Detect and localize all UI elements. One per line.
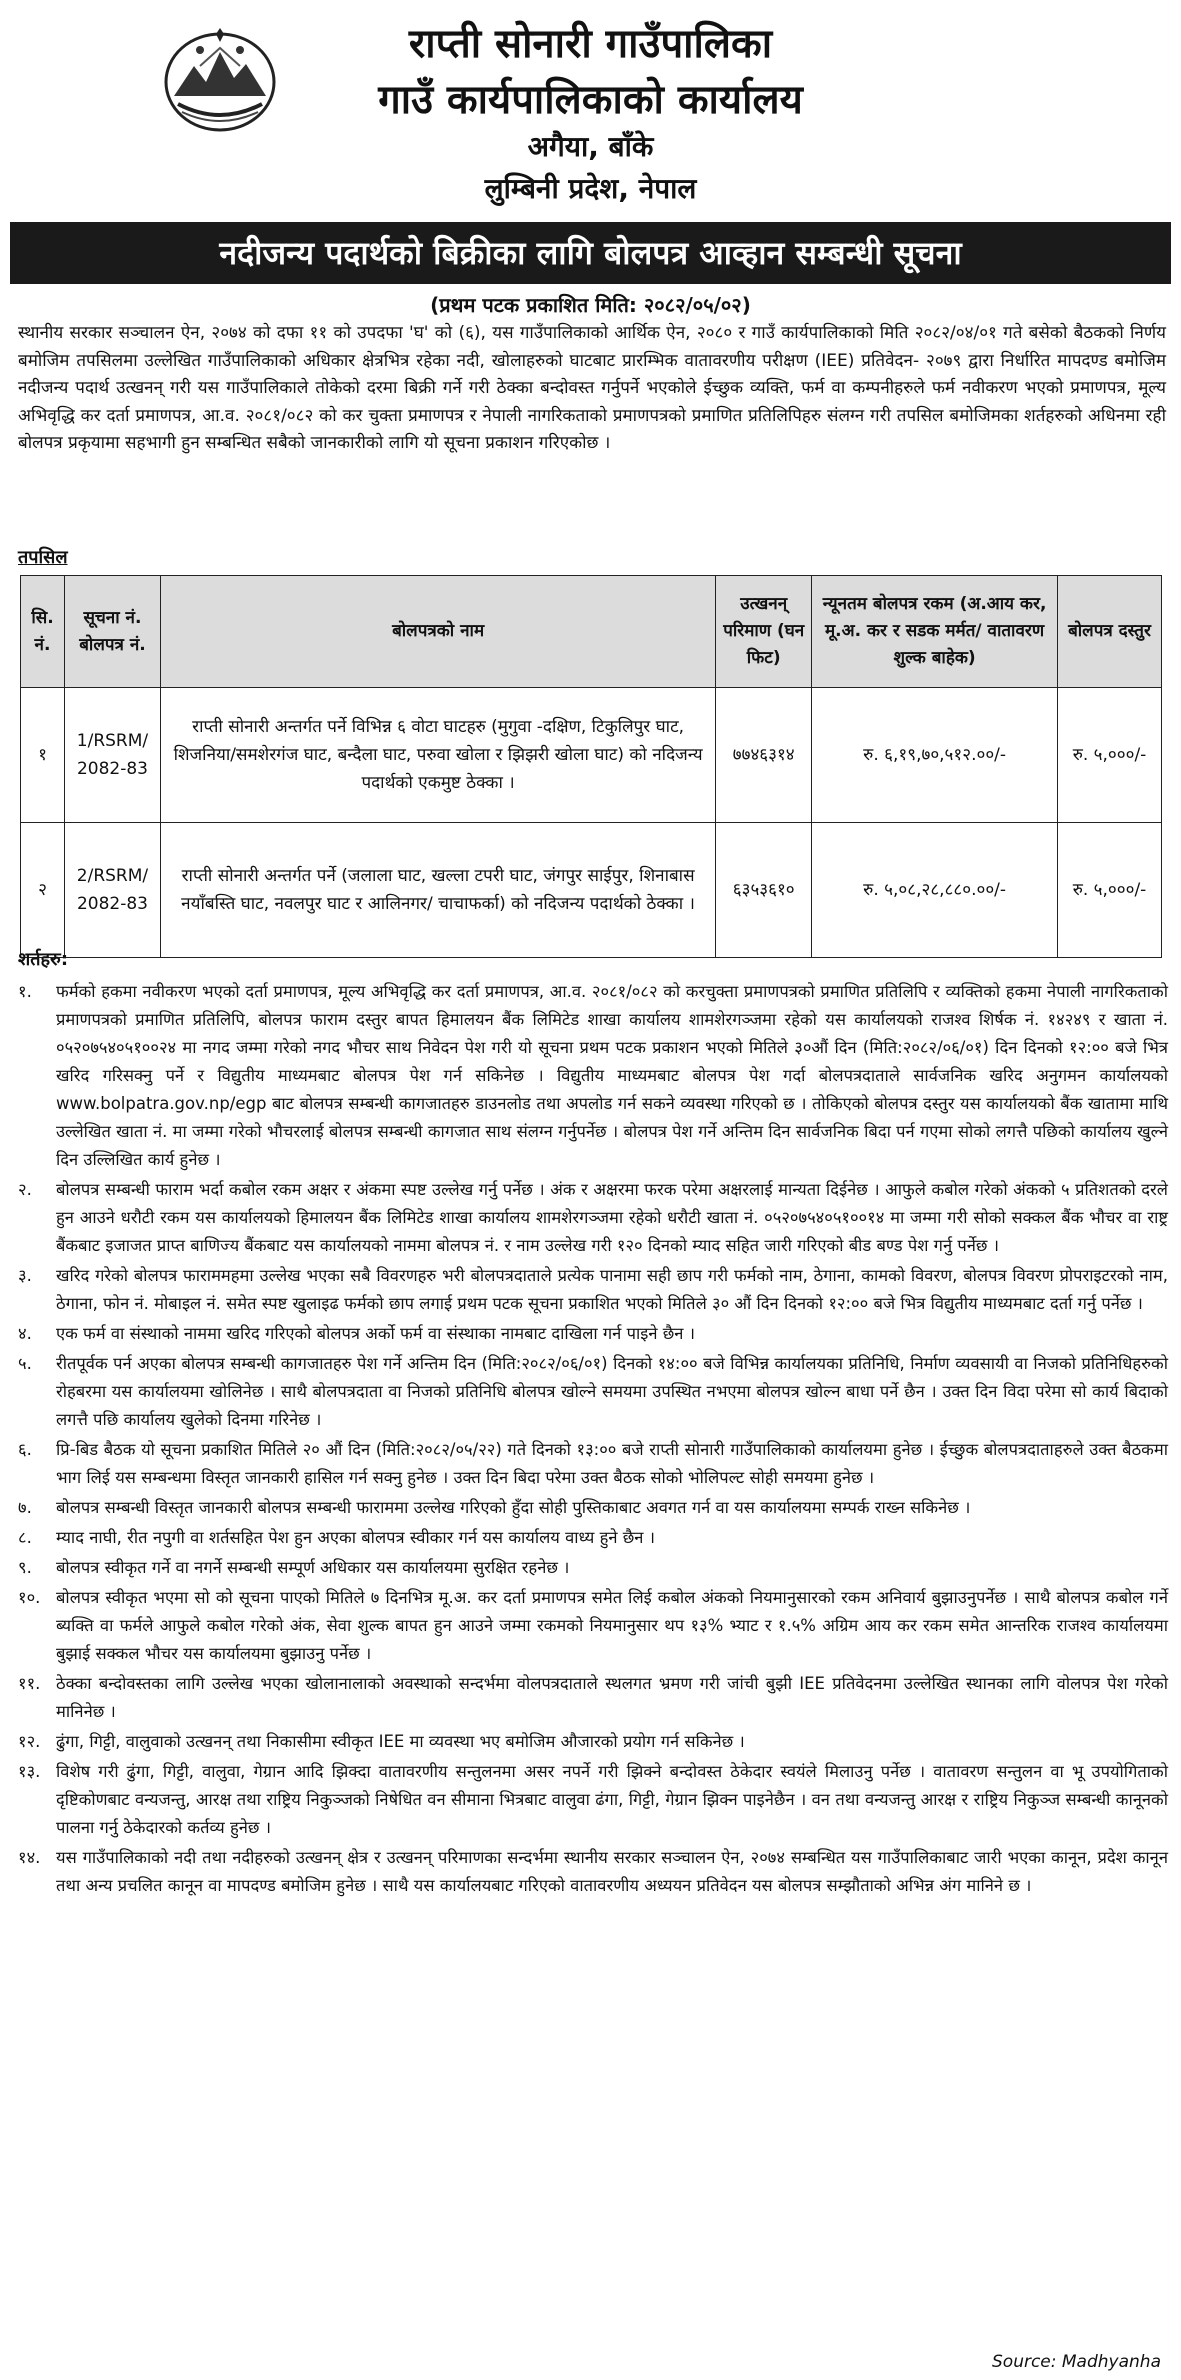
condition-item [18, 1554, 1168, 1582]
condition-number: ३. [18, 1266, 32, 1285]
table-row [21, 688, 1162, 823]
notice-title-banner: नदीजन्य पदार्थको बिक्रीका लागि बोलपत्र आव्हान सम्बन्धी सूचना [10, 222, 1171, 284]
condition-number: ८. [18, 1528, 32, 1547]
cell-min-amount: रु. ६,१९,७०,५१२.००/- [812, 688, 1058, 823]
condition-number: ४. [18, 1324, 32, 1343]
table-header-row [21, 576, 1162, 688]
condition-item [18, 1262, 1168, 1318]
condition-number: २. [18, 1180, 32, 1199]
condition-item [18, 1844, 1168, 1900]
condition-item [18, 1176, 1168, 1260]
condition-item [18, 1670, 1168, 1726]
col-header-min-amount: न्यूनतम बोलपत्र रकम (अ.आय कर, मू.अ. कर र सडक मर्मत/ वातावरण शुल्क बाहेक) [812, 576, 1058, 688]
cell-bid-name: राप्ती सोनारी अन्तर्गत पर्ने (जलाला घाट, खल्ला टपरी घाट, जंगपुर साईपुर, शिनाबास नयाँबस्ति घाट, नवलपुर घाट र आलिनगर/ चाचाफर्का) को नदिजन्य पदार्थको ठेक्का । [160, 823, 715, 958]
condition-item [18, 1524, 1168, 1552]
condition-number: ७. [18, 1498, 32, 1517]
cell-bid-name: राप्ती सोनारी अन्तर्गत पर्ने विभिन्न ६ वोटा घाटहरु (मुगुवा -दक्षिण, टिकुलिपुर घाट, शिजनिया/समशेरगंज घाट, बन्दैला घाट, परुवा खोला र झिझरी खोला घाट) को नदिजन्य पदार्थको एकमुष्ट ठेक्का । [160, 688, 715, 823]
condition-text: एक फर्म वा संस्थाको नाममा खरिद गरिएको बोलपत्र अर्को फर्म वा संस्थाका नामबाट दाखिला गर्न पाइने छैन । [56, 1324, 695, 1343]
condition-text: रीतपूर्वक पर्न अएका बोलपत्र सम्बन्धी कागजातहरु पेश गर्ने अन्तिम दिन (मिति:२०८२/०६/०१) दिनको १४:०० बजे विभिन्न कार्यालयका प्रतिनिधि, निर्माण व्यवसायी वा निजको प्रतिनिधिहरुको रोहबरमा यस कार्यालयमा खोलिनेछ । साथै बोलपत्रदाता वा निजको प्रतिनिधि बोलपत्र खोल्ने समयमा उपस्थित नभएमा बोलपत्र खोल्न बाधा पर्ने छैन । उक्त दिन विदा परेमा सो कार्य बिदाको लगत्तै पछि कार्यालय खुलेको दिनमा गरिनेछ । [56, 1354, 1168, 1429]
condition-number: ९. [18, 1558, 32, 1577]
condition-item [18, 978, 1168, 1174]
condition-item [18, 1320, 1168, 1348]
condition-text: म्याद नाघी, रीत नपुगी वा शर्तसहित पेश हुन अएका बोलपत्र स्वीकार गर्न यस कार्यालय वाध्य हुने छैन । [56, 1528, 655, 1547]
col-header-notice-no: सूचना नं. बोलपत्र नं. [64, 576, 160, 688]
schedule-label: तपसिल [18, 547, 68, 568]
condition-number: १४. [18, 1848, 41, 1867]
condition-number: ११. [18, 1674, 41, 1693]
col-header-bid-name: बोलपत्रको नाम [160, 576, 715, 688]
bid-schedule-table [20, 575, 1162, 958]
condition-text: बोलपत्र सम्बन्धी विस्तृत जानकारी बोलपत्र सम्बन्धी फाराममा उल्लेख गरिएको हुँदा सोही पुस्तिकाबाट अवगत गर्न वा यस कार्यालयमा सम्पर्क राख्न सकिनेछ । [56, 1498, 971, 1517]
col-header-sn: सि. नं. [21, 576, 65, 688]
condition-text: ढुंगा, गिट्टी, वालुवाको उत्खनन् तथा निकासीमा स्वीकृत IEE मा व्यवस्था भए बमोजिम औजारको प्रयोग गर्न सकिनेछ । [56, 1732, 745, 1751]
office-name: गाउँ कार्यपालिकाको कार्यालय [378, 77, 803, 123]
condition-item [18, 1728, 1168, 1756]
municipality-name: राप्ती सोनारी गाउँपालिका [408, 21, 773, 67]
source-credit: Source: Madhyanha [992, 2352, 1161, 2372]
col-header-quantity: उत्खनन् परिमाण (घन फिट) [716, 576, 812, 688]
condition-item [18, 1758, 1168, 1842]
cell-notice-no: 2/RSRM/ 2082-83 [64, 823, 160, 958]
cell-sn: २ [21, 823, 65, 958]
conditions-heading: शर्तहरु: [18, 949, 69, 970]
condition-text: बोलपत्र स्वीकृत भएमा सो को सूचना पाएको मितिले ७ दिनभित्र मू.अ. कर दर्ता प्रमाणपत्र समेत लिई कबोल अंकको नियमानुसारको रकम अनिवार्य बुझाउनुपर्नेछ । साथै बोलपत्र कबोल गर्ने ब्यक्ति वा फर्मले आफुले कबोल गरेको अंक, सेवा शुल्क बापत हुन आउने जम्मा रकमको नियमानुसार थप १३% भ्याट र १.५% अग्रिम आय कर रकम समेत आन्तरिक राजश्व कार्यालयमा बुझाई सक्कल भौचर यस कार्यालयमा बुझाउनु पर्नेछ । [56, 1588, 1168, 1663]
condition-number: १३. [18, 1762, 41, 1781]
condition-number: १०. [18, 1588, 41, 1607]
condition-text: बोलपत्र सम्बन्धी फाराम भर्दा कबोल रकम अक्षर र अंकमा स्पष्ट उल्लेख गर्नु पर्नेछ । अंक र अक्षरमा फरक परेमा अक्षरलाई मान्यता दिईनेछ । आफुले कबोल गरेको अंकको ५ प्रतिशतको दरले हुन आउने धरौटी रकम यस कार्यालयको हिमालयन बैंक लिमिटेड शाखा कार्यालय शामशेरगञ्जमा रहेको धरौटी खाता नं. ०५२०७५४०५१००१४ मा जम्मा गरी सोको सक्कल बैंक भौचर वा राष्ट्र बैंकबाट इजाजत प्राप्त बाणिज्य बैंकबाट यस कार्यालयको नाममा बोलपत्र नं. र नाम उल्लेख गरी १२० दिनको म्याद सहित जारी गरिएको बीड बण्ड पेश गर्नु पर्नेछ । [56, 1180, 1168, 1255]
office-address: अगैया, बाँके [527, 130, 654, 163]
published-date-note: (प्रथम पटक प्रकाशित मिति: २०८२/०५/०२) [430, 293, 751, 317]
province-country: लुम्बिनी प्रदेश, नेपाल [484, 172, 697, 205]
condition-text: ठेक्का बन्दोवस्तका लागि उल्लेख भएका खोलानालाको अवस्थाको सन्दर्भमा वोलपत्रदाताले स्थलगत भ्रमण गरी जांची बुझी IEE प्रतिवेदनमा उल्लेखित स्थानका लागि वोलपत्र पेश गरेको मानिनेछ । [56, 1674, 1168, 1721]
condition-item [18, 1584, 1168, 1668]
cell-notice-no: 1/RSRM/ 2082-83 [64, 688, 160, 823]
intro-paragraph: स्थानीय सरकार सञ्चालन ऐन, २०७४ को दफा ११ को उपदफा 'घ' को (६), यस गाउँपालिकाको आर्थिक ऐन, २०८० र गाउँ कार्यपालिकाको मिति २०८२/०४/०१ गते बसेको बैठकको निर्णय बमोजिम तपसिलमा उल्लेखित गाउँपालिकाको अधिकार क्षेत्रभित्र रहेका नदी, खोलाहरुको घाटबाट प्रारम्भिक वातावरणीय परीक्षण (IEE) प्रतिवेदन- २०७९ द्वारा निर्धारित मापदण्ड बमोजिम नदीजन्य पदार्थ उत्खनन् गरी यस गाउँपालिकाले तोकेको दरमा बिक्री गर्ने गरी ठेक्का बन्दोवस्त गर्नुपर्ने भएकोले ईच्छुक व्यक्ति, फर्म वा कम्पनीहरुले फर्म नवीकरण भएको प्रमाणपत्र, मूल्य अभिवृद्धि कर दर्ता प्रमाणपत्र, आ.व. २०८१/०८२ को कर चुक्ता प्रमाणपत्र र नेपाली नागरिकताको प्रमाणपत्रको प्रमाणित प्रतिलिपिहरु संलग्न गरी तपसिल बमोजिमका शर्तहरुको अधिनमा रही बोलपत्र प्रकृयामा सहभागी हुन सम्बन्धित सबैको जानकारीको लागि यो सूचना प्रकाशन गरिएकोछ । [18, 323, 1166, 453]
condition-text: विशेष गरी ढुंगा, गिट्टी, वालुवा, गेग्रान आदि झिक्दा वातावरणीय सन्तुलनमा असर नपर्ने गरी झिक्ने बन्दोवस्त ठेकेदार स्वयंले मिलाउनु पर्नेछ । वातावरण सन्तुलन वा भू उपयोगिताको दृष्टिकोणबाट वन्यजन्तु, आरक्ष तथा राष्ट्रिय निकुञ्जको निषेधित वन सीमाना भित्रबाट वालुवा ढंगा, गिट्टी, गेग्रान झिक्न पाइनेछैन । वन तथा वन्यजन्तु आरक्ष र राष्ट्रिय निकुञ्ज सम्बन्धी कानूनको पालना गर्नु ठेकेदारको कर्तव्य हुनेछ । [56, 1762, 1168, 1837]
condition-number: १. [18, 982, 32, 1001]
condition-number: ५. [18, 1354, 32, 1373]
condition-number: ६. [18, 1440, 32, 1459]
cell-quantity: ७७४६३१४ [716, 688, 812, 823]
condition-text: प्रि-बिड बैठक यो सूचना प्रकाशित मितिले २० औं दिन (मिति:२०८२/०५/२२) गते दिनको १३:०० बजे राप्ती सोनारी गाउँपालिकाको कार्यालयमा हुनेछ । ईच्छुक बोलपत्रदाताहरुले उक्त बैठकमा भाग लिई यस सम्बन्धमा विस्तृत जानकारी हासिल गर्न सक्नु हुनेछ । उक्त दिन बिदा परेमा उक्त बैठक सोको भोलिपल्ट सोही समयमा हुनेछ । [56, 1440, 1168, 1487]
cell-sn: १ [21, 688, 65, 823]
condition-item [18, 1436, 1168, 1492]
col-header-fee: बोलपत्र दस्तुर [1058, 576, 1162, 688]
condition-text: यस गाउँपालिकाको नदी तथा नदीहरुको उत्खनन् क्षेत्र र उत्खनन् परिमाणका सन्दर्भमा स्थानीय सरकार सञ्चालन ऐन, २०७४ सम्बन्धित यस गाउँपालिकाबाट जारी भएका कानून, प्रदेश कानून तथा अन्य प्रचलित कानून वा मापदण्ड बमोजिम हुनेछ । साथै यस कार्यालयबाट गरिएको वातावरणीय अध्ययन प्रतिवेदन यस बोलपत्र सम्झौताको अभिन्न अंग मानिने छ । [56, 1848, 1168, 1895]
conditions-list [18, 978, 1168, 1902]
cell-quantity: ६३५३६१० [716, 823, 812, 958]
condition-text: बोलपत्र स्वीकृत गर्ने वा नगर्ने सम्बन्धी सम्पूर्ण अधिकार यस कार्यालयमा सुरक्षित रहनेछ । [56, 1558, 570, 1577]
condition-item [18, 1350, 1168, 1434]
cell-fee: रु. ५,०००/- [1058, 688, 1162, 823]
cell-min-amount: रु. ५,०८,२८,८८०.००/- [812, 823, 1058, 958]
cell-fee: रु. ५,०००/- [1058, 823, 1162, 958]
condition-number: १२. [18, 1732, 41, 1751]
condition-item [18, 1494, 1168, 1522]
condition-text: खरिद गरेको बोलपत्र फाराममहमा उल्लेख भएका सबै विवरणहरु भरी बोलपत्रदाताले प्रत्येक पानामा सही छाप गरी फर्मको नाम, ठेगाना, कामको विवरण, बोलपत्र विवरण प्रोपराइटरको नाम, ठेगाना, फोन नं. मोबाइल नं. समेत स्पष्ट खुलाइढ फर्मको छाप लगाई प्रथम पटक सूचना प्रकाशित भएको मितिले ३० औं दिन दिनको १२:०० बजे भित्र विद्युतीय माध्यमबाट दर्ता गर्नु पर्नेछ । [56, 1266, 1168, 1313]
table-row [21, 823, 1162, 958]
condition-text: फर्मको हकमा नवीकरण भएको दर्ता प्रमाणपत्र, मूल्य अभिवृद्धि कर दर्ता प्रमाणपत्र, आ.व. २०८१/०८२ को करचुक्ता प्रमाणपत्रको प्रमाणित प्रतिलिपि र व्यक्तिको हकमा नेपाली नागरिकताको प्रमाणपत्रको प्रमाणित प्रतिलिपि, बोलपत्र फाराम दस्तुर बापत हिमालयन बैंक लिमिटेड शाखा कार्यालय शामशेरगञ्जमा रहेको यस कार्यालयको राजश्व शिर्षक नं. १४२४९ र खाता नं. ०५२०७५४०५१००२४ मा नगद जम्मा गरेको नगद भौचर साथ निवेदन पेश गरी यो सूचना प्रथम पटक प्रकाशन भएको मितिले ३०औं दिन (मिति:२०८२/०६/०१) दिन दिनको १२:०० बजे भित्र खरिद गरिसक्नु पर्ने र विद्युतीय माध्यमबाट बोलपत्र पेश गर्न सकिनेछ । विद्युतीय माध्यमबाट बोलपत्र पेश गर्दा बोलपत्रदाताले सार्वजनिक खरिद अनुगमन कार्यालयको www.bolpatra.gov.np/egp बाट बोलपत्र सम्बन्धी कागजातहरु डाउनलोड तथा अपलोड गर्न सकने व्यवस्था गरिएको छ । तोकिएको बोलपत्र दस्तुर यस कार्यालयको बैंक खातामा माथि उल्लेखित खाता नं. मा जम्मा गरेको भौचरलाई बोलपत्र सम्बन्धी कागजात साथ संलग्न गर्नुपर्नेछ । बोलपत्र पेश गर्ने अन्तिम दिन सार्वजनिक बिदा पर्न गएमा सोको लगत्तै पछिको कार्यालय खुल्ने दिन उल्लिखित कार्य हुनेछ । [56, 982, 1168, 1169]
